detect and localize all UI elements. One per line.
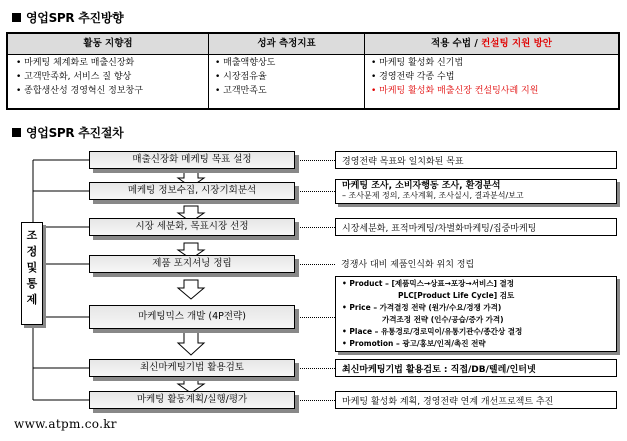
- desc-positioning: 경쟁사 대비 제품인식화 위치 정립: [335, 255, 617, 273]
- list-item: • 매출액향상도: [215, 58, 276, 68]
- dotted-connector: [300, 264, 335, 265]
- list-item: • 마케팅 활성화 신기법: [371, 58, 464, 68]
- dotted-connector: [300, 368, 335, 369]
- dotted-connector: [300, 227, 335, 228]
- dotted-connector: [300, 160, 335, 161]
- list-item: • 경영전략 각종 수법: [371, 72, 455, 82]
- step-latest-techniques: 최신마케팅기법 활용검토: [89, 359, 295, 377]
- desc-segmentation: 시장세분화, 표적마케팅/차별화마케팅/집중마케팅: [335, 218, 617, 236]
- header-methods: 적용 수법 / 컨설팅 지원 방안: [431, 38, 552, 49]
- header-performance-metric: 성과 측정지표: [257, 38, 316, 49]
- list-item: • 고객만족도: [215, 86, 267, 96]
- step-segmentation: 시장 세분화, 목표시장 선정: [89, 218, 295, 236]
- desc-target-setting: 경영전략 목표와 일치화된 목표: [335, 151, 617, 169]
- dotted-connector: [300, 400, 335, 401]
- list-item: • 마케팅 체계화로 매출신장화: [16, 58, 135, 68]
- desc-marketing-mix: • Product – [제품믹스→상표→포장→서비스] 결정 PLC[Product Life Cycle] 검토 • Price – 가격결정 전략 (원가/수요/경쟁 가격) 가격조정 전략 (인수/공습/증가 가격) • Place – 유통경로/경로믹이/유통기관수/종간상 결정 • Promotion – 광고/홍보/인적/촉진 전략: [335, 276, 617, 352]
- step-target-setting: 매출신장화 메케팅 목표 설정: [89, 151, 295, 169]
- list-item: • 종합생산성 경영혁신 정보창구: [16, 86, 143, 96]
- dotted-connector: [300, 191, 335, 192]
- desc-latest-techniques: 최신마케팅기법 활용검토 : 직접/DB/텔레/인터넷: [335, 359, 617, 377]
- step-marketing-mix: 마케팅믹스 개발 (4P전략): [89, 305, 295, 329]
- section-title-text: 영업SPR 추진절차: [26, 126, 124, 140]
- step-action-plan: 마케팅 활동계획/실행/평가: [89, 391, 295, 409]
- footer-url: www.atpm.co.kr: [14, 417, 117, 431]
- section-title-text: 영업SPR 추진방향: [26, 11, 124, 25]
- dotted-connector: [300, 317, 335, 318]
- desc-info-collection: 마케팅 조사, 소비자행동 조사, 환경분석 – 조사문제 정의, 조사계획, 조사실시, 결과분석/보고: [335, 179, 617, 204]
- desc-action-plan: 마케팅 활성화 계획, 경영전략 연계 개선프로젝트 추진: [335, 391, 617, 409]
- header-activity-goal: 활동 지향점: [83, 38, 133, 49]
- step-positioning: 제품 포지셔닝 정립: [89, 255, 295, 273]
- list-item: • 시장점유율: [215, 72, 267, 82]
- list-item: • 고객만족화, 서비스 질 향상: [16, 72, 132, 82]
- control-side-label: 조 정 및 통 제: [21, 222, 43, 325]
- list-item: • 마케팅 활성화 매출신장 컨설팅사례 지원: [371, 86, 539, 96]
- step-info-collection: 메케팅 정보수집, 시장기회분석: [89, 182, 295, 200]
